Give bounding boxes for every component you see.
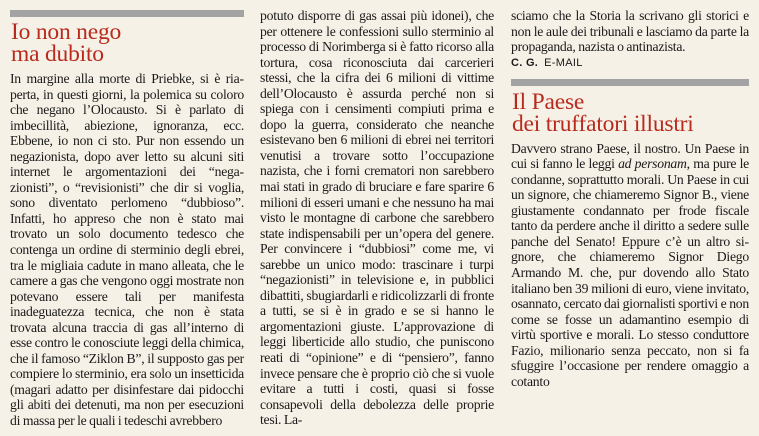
section-rule — [511, 79, 749, 86]
article-1-author: C. G. — [511, 56, 539, 69]
column-2 — [260, 8, 494, 428]
section-rule — [10, 10, 244, 17]
article-1-signature — [511, 57, 749, 69]
article-1-headline — [11, 21, 244, 65]
article-1-headline-line-2: ma dubito — [11, 41, 104, 67]
article-2-headline-line-2: dei truffatori illustri — [512, 110, 694, 137]
article-2-headline — [512, 88, 749, 137]
article-1-contact: E-MAIL — [544, 56, 583, 69]
column-1 — [10, 10, 244, 429]
article-2-text: Davvero strano Paese, il nostro. Un Paese in cui si fanno le leggi ad personam, ma pure le condanne, soprattutto morali. Un Paese in cui un signore, che chiameremo Signor B., viene giustamente condannato per frode fiscale tanto da perdere anche il diritto a sedere sulle panche del Senato! Eppure c’è un altro signore, che chiameremo Signor Diego Armando M. che, pur dovendo allo Stato italiano ben 39 milioni di euro, viene invitato, osannato, cercato dai giornalisti sportivi e non come se fosse un adamantino esempio di virtù sportive e morali. Lo stesso conduttore Fazio, milionario senza peccato, non si fa sfuggire l’occasione per rendere omaggio a cotanto — [511, 140, 749, 389]
article-1-text-part-3: sciamo che la Storia la scrivano gli storici e non le aule dei tribunali e lasciamo da parte la propaganda, nazista o antinazista. — [511, 8, 749, 55]
article-2-headline-line-1: Il Paese — [512, 88, 585, 115]
article-1-text-part-1: In margine alla morte di Priebke, si è riaperta, in questi giorni, la polemica su coloro che negano l’Olocausto. Si è parlato di imbecillità, abiezione, ignoranza, ecc. Ebbene, io non ci sto. Pur non essendo un negazionista, dopo aver letto su alcuni siti internet le argomentazioni dei “negazionisti”, o “revisionisti” che dir si voglia, sono diventato perlomeno “dubbioso”. Infatti, ho appreso che non è stato mai trovato un solo documento tedesco che contenga un ordine di sterminio degli ebrei, tra le migliaia cadute in mano alleata, che le camere a gas che vengono oggi mostrate non potevano essere tali per manifesta inadeguatezza tecnica, che non è stata trovata alcuna traccia di gas all’interno di esse contro le conosciute leggi della chimica, che il famoso “Ziklon B”, il supposto gas per compiere lo sterminio, era solo un insetticida (magari adatto per disinfestare dai pidocchi gli abiti dei detenuti, ma non per esecuzioni di massa per le quali i tedeschi avrebbero — [10, 71, 244, 429]
article-1-text-part-2: potuto disporre di gas assai più idonei), che per ottenere le confessioni sullo sterminio al processo di Norimberga si è fatto ricorso alla tortura, cosa riconosciuta dai carcerieri stessi, che la cifra dei 6 milioni di vittime dell’Olocausto è assurda perché non si spiega con i censimenti compiuti prima e dopo la guerra, considerato che neanche esistevano ben 6 milioni di ebrei nei territori venutisi a trovare sotto l’occupazione nazista, che i forni crematori non sarebbero mai stati in grado di bruciare e fare sparire 6 milioni di esseri umani e che nessuno ha mai visto le montagne di carbone che sarebbero state indispensabili per un’opera del genere. Per convincere i “dubbiosi” come me, vi sarebbe un unico modo: trascinare i turpi “negazionisti” in televisione e, in pubblici dibattiti, sbugiardarli e ridicolizzarli di fronte a tutti, se si è in grado e se si hanno le argomentazioni giuste. L’approvazione di leggi liberticide allo studio, che puniscono reati di “opinione” e di “pensiero”, fanno invece pensare che è proprio ciò che si vuole evitare a tutti i costi, quasi si fosse consapevoli della debolezza delle proprie tesi. La- — [260, 8, 494, 428]
column-3 — [511, 10, 749, 389]
article-1-headline-line-1: Io non nego — [11, 19, 122, 45]
